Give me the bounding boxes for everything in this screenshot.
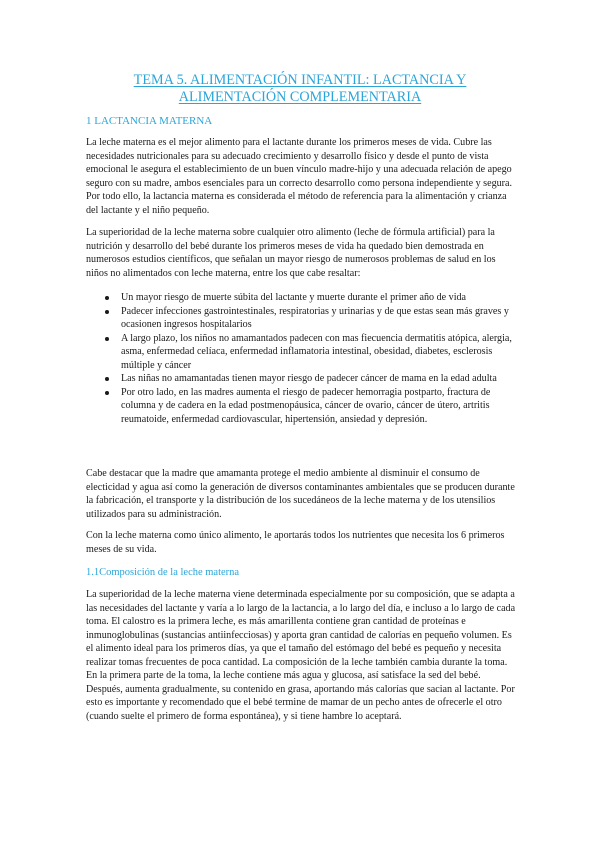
subsection-heading-composicion: 1.1Composición de la leche materna xyxy=(86,567,240,578)
list-item xyxy=(86,332,516,373)
bullet-icon xyxy=(105,310,109,314)
list-item xyxy=(86,386,516,427)
list-item xyxy=(86,372,516,386)
paragraph-unico-alimento: Con la leche materna como único alimento, le aportarás todos los nutrientes que necesita los 6 primeros meses de su vida. xyxy=(86,530,505,555)
paragraph-medio-ambiente: Cabe destacar que la madre que amamanta protege el medio ambiente al disminuir el consumo de electicidad y agua así como la generación de diversos contaminantes ambientales que se producen durante la fabricación, el transporte y la distribución de los sucedáneos de la leche materna y de los utensilios utilizados para su administración. xyxy=(86,468,515,520)
paragraph-superioridad: La superioridad de la leche materna sobre cualquier otro alimento (leche de fórmula artificial) para la nutrición y desarrollo del bebé durante los primeros meses de vida ha quedado bien demostrada en numerosos estudios científicos, que señalan un mayor riesgo de numerosos problemas de salud en los niños no alimentados con leche materna, entre los que cabe resaltar: xyxy=(86,227,496,279)
paragraph-composicion: La superioridad de la leche materna viene determinada especialmente por su composición, que se adapta a las necesidades del lactante y varía a lo largo de la lactancia, a lo largo del día, e incluso a lo largo de cada toma. El calostro es la primera leche, es más amarillenta contiene gran cantidad de proteínas e inmunoglobulinas (sustancias antiinfecciosas) y aporta gran cantidad de calorías en pequeño volumen. Es el alimento ideal para los primeros días, ya que el tamaño del estómago del bebé es pequeño y necesita realizar tomas frecuentes de poca cantidad. La composición de la leche también cambia durante la toma. En la primera parte de la toma, la leche contiene más agua y glucosa, así satisface la sed del bebé. Después, aumenta gradualmente, su contenido en grasa, aportando más calorías que sacian al lactante. Por esto es importante y recomendado que el bebé termine de mamar de un pecho antes de ofrecerle el otro (cuando suelte el primero de forma espontánea), y si tiene hambre lo aceptará. xyxy=(86,589,516,722)
bullet-icon xyxy=(105,391,109,395)
list-item-text: Por otro lado, en las madres aumenta el riesgo de padecer hemorragia postparto, fractura de columna y de cadera en la edad postmenopáusica, cáncer de ovario, cáncer de útero, artritis reumatoide, enfermedad cardiovascular, hipertensión, ansiedad y depresión. xyxy=(121,386,491,425)
bullet-icon xyxy=(105,377,109,381)
page-title-line-2: ALIMENTACIÓN COMPLEMENTARIA xyxy=(178,89,422,105)
page-title-line-1: TEMA 5. ALIMENTACIÓN INFANTIL: LACTANCIA Y xyxy=(133,72,467,88)
list-item-text: Las niñas no amamantadas tienen mayor riesgo de padecer cáncer de mama en la edad adulta xyxy=(121,373,497,384)
list-item-text: Un mayor riesgo de muerte súbita del lactante y muerte durante el primer año de vida xyxy=(121,292,467,303)
list-item xyxy=(86,305,516,332)
page-title xyxy=(100,72,500,106)
list-item xyxy=(86,291,516,305)
list-item-text: Padecer infecciones gastrointestinales, respiratorias y urinarias y de que estas sean más graves y ocasionen ingresos hospitalarios xyxy=(121,305,509,330)
bullet-icon xyxy=(105,296,109,300)
section-heading-lactancia-materna: 1 LACTANCIA MATERNA xyxy=(86,115,213,127)
bullet-icon xyxy=(105,337,109,341)
paragraph-intro: La leche materna es el mejor alimento para el lactante durante los primeros meses de vida. Cubre las necesidades nutricionales para su adecuado crecimiento y desarrollo físico y desde el punto de vista emocional le asegura el establecimiento de un buen vínculo madre-hijo y una adecuada relación de apego seguro con su madre, ambos esenciales para un correcto desarrollo como persona independiente y segura. Por todo ello, la lactancia materna es considerada el método de referencia para la alimentación y crianza del lactante y el niño pequeño. xyxy=(86,137,513,216)
health-risks-list xyxy=(86,291,516,426)
list-item-text: A largo plazo, los niños no amamantados padecen con mas fiecuencia dermatitis atópica, alergia, asma, enfermedad celíaca, enfermedad inflamatoria intestinal, obesidad, diabetes, esclerosis múltiple y cáncer xyxy=(121,332,512,371)
